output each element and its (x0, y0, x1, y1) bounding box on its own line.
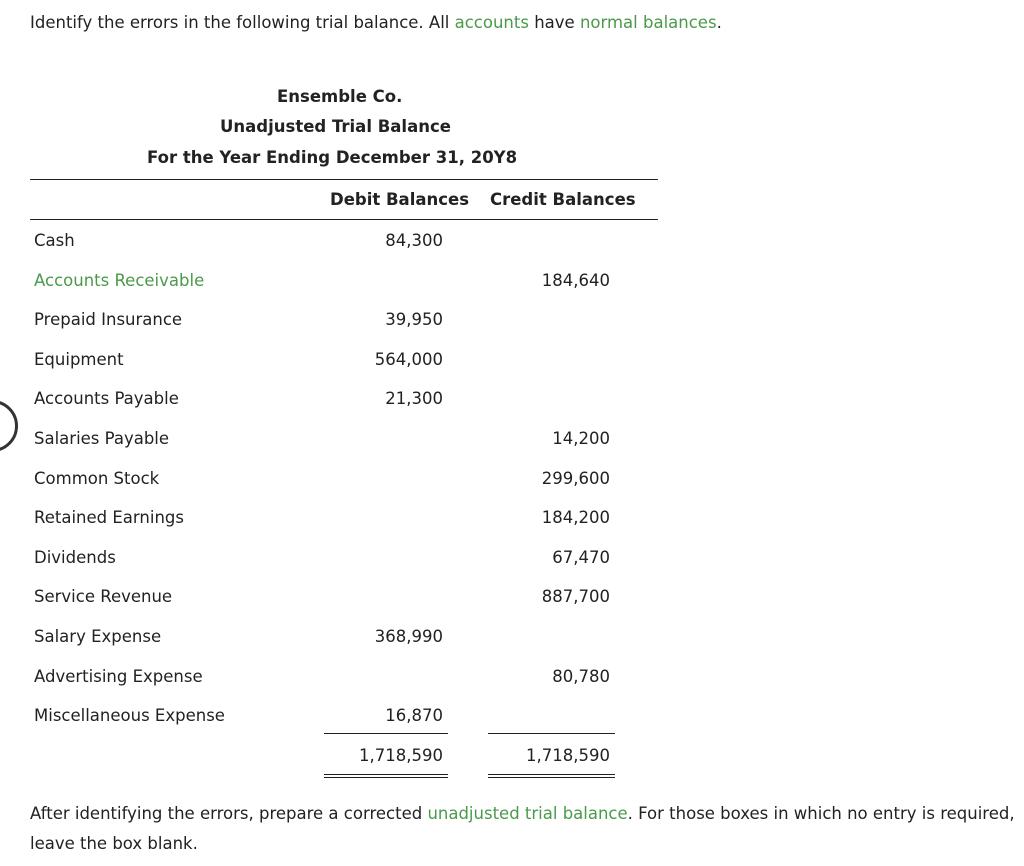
credit-column-header: Credit Balances (490, 190, 636, 209)
intro-text: Identify the errors in the following trial balance. All (30, 13, 455, 32)
table-row (30, 269, 658, 293)
debit-amount: 84,300 (385, 231, 443, 250)
credit-amount: 14,200 (552, 429, 610, 448)
statement-title: Unadjusted Trial Balance (220, 117, 451, 136)
partial-circle-decoration (0, 400, 18, 452)
debit-column-header: Debit Balances (330, 190, 470, 209)
debit-amount: 21,300 (385, 389, 443, 409)
footer-text-end: . For those boxes in which no entry is required, leave the box blank. (30, 804, 1015, 853)
intro-text-middle: have (528, 13, 580, 32)
statement-period: For the Year Ending December 31, 20Y8 (147, 148, 518, 167)
account-name: Advertising Expense (34, 666, 203, 686)
normal-balances-link[interactable]: normal balances (579, 13, 717, 32)
debit-sum-line (324, 733, 448, 734)
company-name-row (30, 87, 658, 111)
column-header-rule (30, 219, 658, 220)
heading-rule (30, 179, 658, 180)
debit-amount: 564,000 (374, 349, 443, 369)
debit-total-double-line (324, 774, 448, 778)
table-row (30, 427, 658, 451)
table-row (30, 665, 658, 689)
credit-total-double-line (488, 774, 615, 778)
table-row (30, 506, 658, 530)
table-row (30, 704, 658, 728)
debit-total: 1,718,590 (359, 746, 443, 765)
credit-sum-line (488, 733, 615, 734)
intro-text-end: . (716, 13, 722, 32)
statement-period-row (30, 148, 658, 172)
credit-amount: 184,640 (541, 270, 610, 290)
debit-amount: 39,950 (385, 310, 443, 330)
debit-amount: 16,870 (385, 706, 443, 726)
account-name: Service Revenue (34, 587, 173, 607)
table-row (30, 467, 658, 491)
account-name[interactable]: Accounts Receivable (34, 270, 205, 290)
table-row (30, 229, 658, 253)
totals-row (30, 744, 658, 768)
unadjusted-trial-balance-link[interactable]: unadjusted trial balance (427, 804, 628, 823)
credit-amount: 299,600 (541, 468, 610, 488)
account-name: Cash (34, 231, 75, 250)
table-row (30, 585, 658, 609)
account-name: Equipment (34, 349, 124, 369)
credit-amount: 67,470 (552, 547, 610, 567)
intro-instructions (30, 11, 722, 35)
credit-total: 1,718,590 (526, 746, 610, 765)
company-name: Ensemble Co. (277, 87, 403, 106)
account-name: Common Stock (34, 468, 160, 488)
account-name: Salaries Payable (34, 429, 170, 448)
table-row (30, 387, 658, 411)
account-name: Prepaid Insurance (34, 310, 183, 330)
statement-title-row (30, 117, 658, 141)
credit-amount: 184,200 (541, 508, 610, 528)
footer-text: After identifying the errors, prepare a corrected (30, 804, 428, 823)
table-row (30, 546, 658, 570)
account-name: Salary Expense (34, 627, 162, 646)
table-row (30, 348, 658, 372)
accounts-link[interactable]: accounts (454, 13, 529, 32)
credit-amount: 80,780 (552, 666, 610, 686)
table-row (30, 308, 658, 332)
account-name: Retained Earnings (34, 508, 184, 528)
table-row (30, 625, 658, 649)
credit-amount: 887,700 (541, 587, 610, 607)
account-name: Accounts Payable (34, 389, 179, 409)
account-name: Miscellaneous Expense (34, 706, 225, 726)
debit-amount: 368,990 (374, 627, 443, 646)
footer-instructions (30, 799, 1015, 859)
account-name: Dividends (34, 547, 116, 567)
